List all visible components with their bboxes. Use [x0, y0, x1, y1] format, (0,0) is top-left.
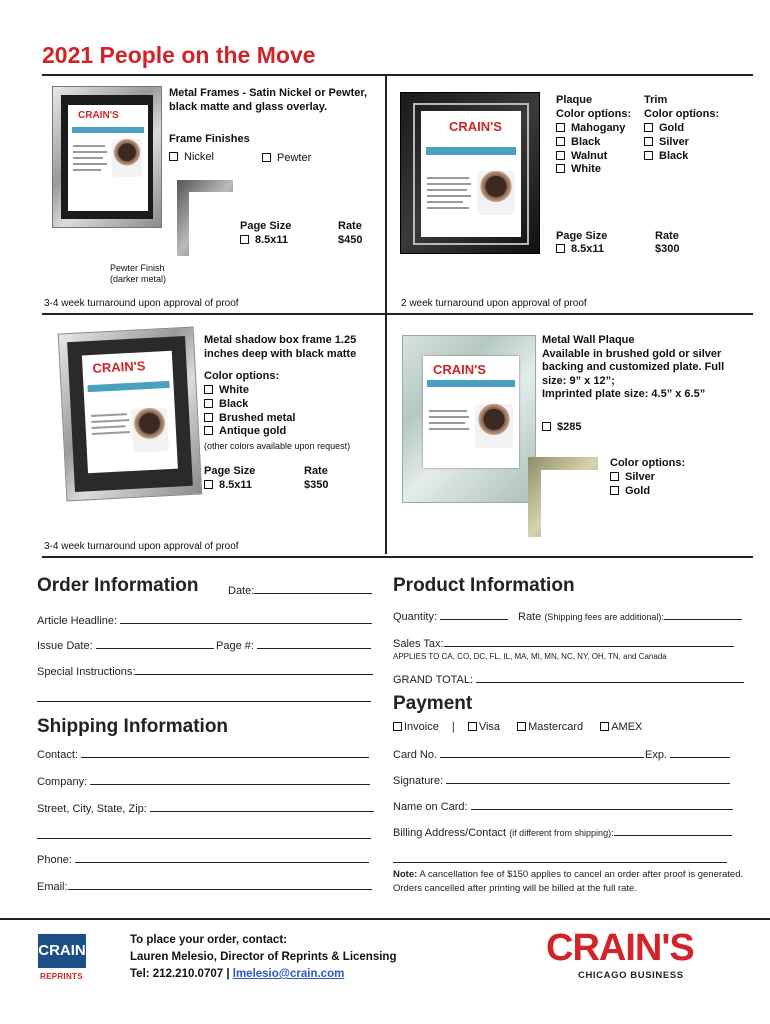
crains-subtitle: CHICAGO BUSINESS	[578, 970, 684, 981]
order-date-field[interactable]: Date:	[228, 584, 372, 597]
signature-field[interactable]: Signature:	[393, 774, 730, 787]
doc-logo: CRAIN'S	[433, 362, 486, 377]
title-rule	[42, 74, 753, 76]
sec4-rate-option[interactable]: $285	[542, 421, 581, 435]
checkbox-icon[interactable]	[169, 152, 178, 161]
trim-label: Trim	[644, 94, 668, 106]
grand-total-field[interactable]: GRAND TOTAL:	[393, 673, 744, 686]
sec1-rate-value: $450	[338, 234, 363, 246]
checkbox-icon[interactable]	[644, 137, 653, 146]
sec3-page-size-label: Page Size	[204, 465, 256, 477]
sec1-desc-line1: Metal Frames - Satin Nickel or Pewter,	[169, 87, 368, 99]
page-title: 2021 People on the Move	[42, 42, 316, 68]
checkbox-icon[interactable]	[556, 164, 565, 173]
checkbox-icon[interactable]	[644, 123, 653, 132]
sec3-option-white[interactable]: White	[204, 384, 295, 398]
shipping-email-field[interactable]: Email:	[37, 880, 372, 893]
checkbox-icon[interactable]	[262, 153, 271, 162]
sec3-desc-line2: inches deep with black matte	[204, 347, 357, 360]
sales-tax-field[interactable]: Sales Tax:	[393, 637, 734, 650]
shipping-contact-field[interactable]: Contact:	[37, 748, 369, 761]
sec1-page-size-option[interactable]: 8.5x11	[240, 234, 288, 248]
checkbox-icon[interactable]	[644, 151, 653, 160]
finish-nickel-option[interactable]: Nickel	[169, 151, 214, 165]
sec2-page-size-option[interactable]: 8.5x11	[556, 243, 604, 257]
gold-corner-sample	[526, 455, 598, 537]
special-instructions-field[interactable]: Special Instructions:	[37, 665, 373, 678]
plaque-option-walnut[interactable]: Walnut	[556, 150, 625, 164]
shipping-street-field[interactable]: Street, City, State, Zip:	[37, 802, 374, 815]
checkbox-icon[interactable]	[204, 385, 213, 394]
frame-finishes-label: Frame Finishes	[169, 133, 250, 145]
sec3-color-label: Color options:	[204, 370, 280, 382]
sec1-rate-label: Rate	[338, 220, 362, 232]
doc-logo: CRAIN'S	[92, 358, 146, 376]
sec3-desc-line1: Metal shadow box frame 1.25	[204, 334, 357, 346]
sec1-turnaround: 3-4 week turnaround upon approval of proof	[44, 298, 239, 309]
sec4-desc-line2: backing and customized plate. Full	[542, 361, 725, 373]
payment-invoice-option[interactable]: Invoice	[393, 721, 439, 733]
checkbox-icon[interactable]	[542, 422, 551, 431]
article-headline-field[interactable]: Article Headline:	[37, 614, 372, 627]
sec4-desc-line1: Available in brushed gold or silver	[542, 347, 722, 360]
payment-method-options: Invoice | Visa Mastercard AMEX	[393, 721, 642, 733]
checkbox-icon[interactable]	[204, 480, 213, 489]
sec2-rate-label: Rate	[655, 230, 679, 242]
shipping-company-field[interactable]: Company:	[37, 775, 370, 788]
plaque-image	[400, 92, 540, 254]
sec4-desc-line4: Imprinted plate size: 4.5” x 6.5”	[542, 388, 706, 400]
footer-contact: To place your order, contact: Lauren Melesio, Director of Reprints & Licensing Tel: 212.210.0707 | lmelesio@crain.com	[130, 934, 397, 980]
finish-pewter-option[interactable]: Pewter	[262, 152, 311, 166]
cancellation-note: Note: A cancellation fee of $150 applies to cancel an order after proof is generated. Orders cancelled after printing will be billed at the full rate.	[393, 869, 744, 894]
plaque-label: Plaque	[556, 94, 593, 106]
sec3-turnaround: 3-4 week turnaround upon approval of proof	[44, 541, 239, 552]
sec4-option-gold[interactable]: Gold	[610, 485, 655, 499]
sec3-option-black[interactable]: Black	[204, 398, 295, 412]
checkbox-icon[interactable]	[240, 235, 249, 244]
order-info-heading: Order Information	[37, 575, 199, 596]
name-on-card-field[interactable]: Name on Card:	[393, 800, 733, 813]
product-info-heading: Product Information	[393, 575, 575, 596]
checkbox-icon[interactable]	[556, 137, 565, 146]
crain-reprints-logo: CRAIN	[38, 934, 86, 968]
doc-logo: CRAIN'S	[449, 119, 502, 134]
shipping-phone-field[interactable]: Phone:	[37, 853, 369, 866]
checkbox-icon[interactable]	[610, 486, 619, 495]
billing-address-line2[interactable]	[393, 862, 727, 863]
contact-email-link[interactable]: lmelesio@crain.com	[232, 968, 345, 980]
sec2-turnaround: 2 week turnaround upon approval of proof	[401, 298, 587, 309]
plaque-color-options	[556, 122, 625, 177]
sec3-option-brushed-metal[interactable]: Brushed metal	[204, 412, 295, 426]
shadow-box-image	[58, 327, 203, 502]
checkbox-icon[interactable]	[556, 244, 565, 253]
sec1-page-size-label: Page Size	[240, 220, 292, 232]
trim-option-silver[interactable]: Silver	[644, 136, 689, 150]
sec4-option-silver[interactable]: Silver	[610, 471, 655, 485]
sec3-color-options	[204, 384, 295, 439]
doc-logo: CRAIN'S	[78, 110, 119, 121]
sales-tax-note: APPLIES TO CA, CO, DC, FL, IL, MA, MI, MN, NC, NY, OH, TN, and Canada	[393, 652, 667, 661]
sec4-title: Metal Wall Plaque	[542, 334, 635, 346]
card-number-field[interactable]: Card No.	[393, 748, 644, 761]
trim-color-label: Color options:	[644, 107, 720, 120]
pewter-corner-sample	[175, 178, 233, 256]
card-exp-field[interactable]: Exp.	[645, 748, 730, 761]
trim-option-black[interactable]: Black	[644, 150, 689, 164]
checkbox-icon[interactable]	[204, 426, 213, 435]
sec3-rate-label: Rate	[304, 465, 328, 477]
payment-mastercard-option[interactable]: Mastercard	[517, 721, 583, 733]
rate-field[interactable]: Rate (Shipping fees are additional):	[518, 610, 742, 623]
payment-visa-option[interactable]: Visa	[468, 721, 500, 733]
sec2-page-size-label: Page Size	[556, 230, 608, 242]
special-instructions-line2[interactable]	[37, 701, 371, 702]
checkbox-icon[interactable]	[468, 722, 477, 731]
checkbox-icon[interactable]	[600, 722, 609, 731]
payment-heading: Payment	[393, 693, 473, 714]
plaque-option-mahogany[interactable]: Mahogany	[556, 122, 625, 136]
plaque-option-black[interactable]: Black	[556, 136, 625, 150]
sec2-rate-value: $300	[655, 243, 680, 255]
issue-date-field[interactable]: Issue Date:	[37, 639, 214, 652]
checkbox-icon[interactable]	[610, 472, 619, 481]
sec4-color-options	[610, 471, 655, 499]
sec3-rate-value: $350	[304, 479, 329, 491]
shipping-info-heading: Shipping Information	[37, 716, 229, 737]
footer-rule	[0, 918, 770, 920]
payment-amex-option[interactable]: AMEX	[600, 721, 642, 733]
wall-plaque-image	[402, 335, 536, 503]
section-divider	[42, 556, 753, 558]
billing-address-field[interactable]: Billing Address/Contact (if different from shipping):	[393, 826, 732, 839]
pewter-note-line2: (darker metal)	[110, 274, 167, 284]
sec1-desc-line2: black matte and glass overlay.	[169, 100, 328, 113]
metal-frame-image	[52, 86, 162, 228]
plaque-option-white[interactable]: White	[556, 163, 625, 177]
page-number-field[interactable]: Page #:	[216, 639, 371, 652]
trim-color-options	[644, 122, 689, 163]
column-divider	[385, 76, 387, 554]
sec3-page-size-option[interactable]: 8.5x11	[204, 479, 252, 493]
checkbox-icon[interactable]	[204, 399, 213, 408]
checkbox-icon[interactable]	[517, 722, 526, 731]
plaque-color-label: Color options:	[556, 107, 632, 120]
reprints-label: REPRINTS	[40, 972, 83, 981]
sec4-desc-line3: size: 9” x 12”;	[542, 374, 615, 387]
shipping-street-line2[interactable]	[37, 838, 371, 839]
checkbox-icon[interactable]	[204, 413, 213, 422]
checkbox-icon[interactable]	[393, 722, 402, 731]
quantity-field[interactable]: Quantity:	[393, 610, 508, 623]
sec3-other-colors-note: (other colors available upon request)	[204, 441, 351, 451]
row-divider	[42, 313, 753, 315]
checkbox-icon[interactable]	[556, 123, 565, 132]
pewter-note-line1: Pewter Finish	[110, 263, 165, 273]
checkbox-icon[interactable]	[556, 151, 565, 160]
sec4-color-label: Color options:	[610, 457, 686, 469]
crains-logo: CRAIN'S	[546, 927, 694, 969]
trim-option-gold[interactable]: Gold	[644, 122, 689, 136]
sec3-option-antique-gold[interactable]: Antique gold	[204, 425, 295, 439]
